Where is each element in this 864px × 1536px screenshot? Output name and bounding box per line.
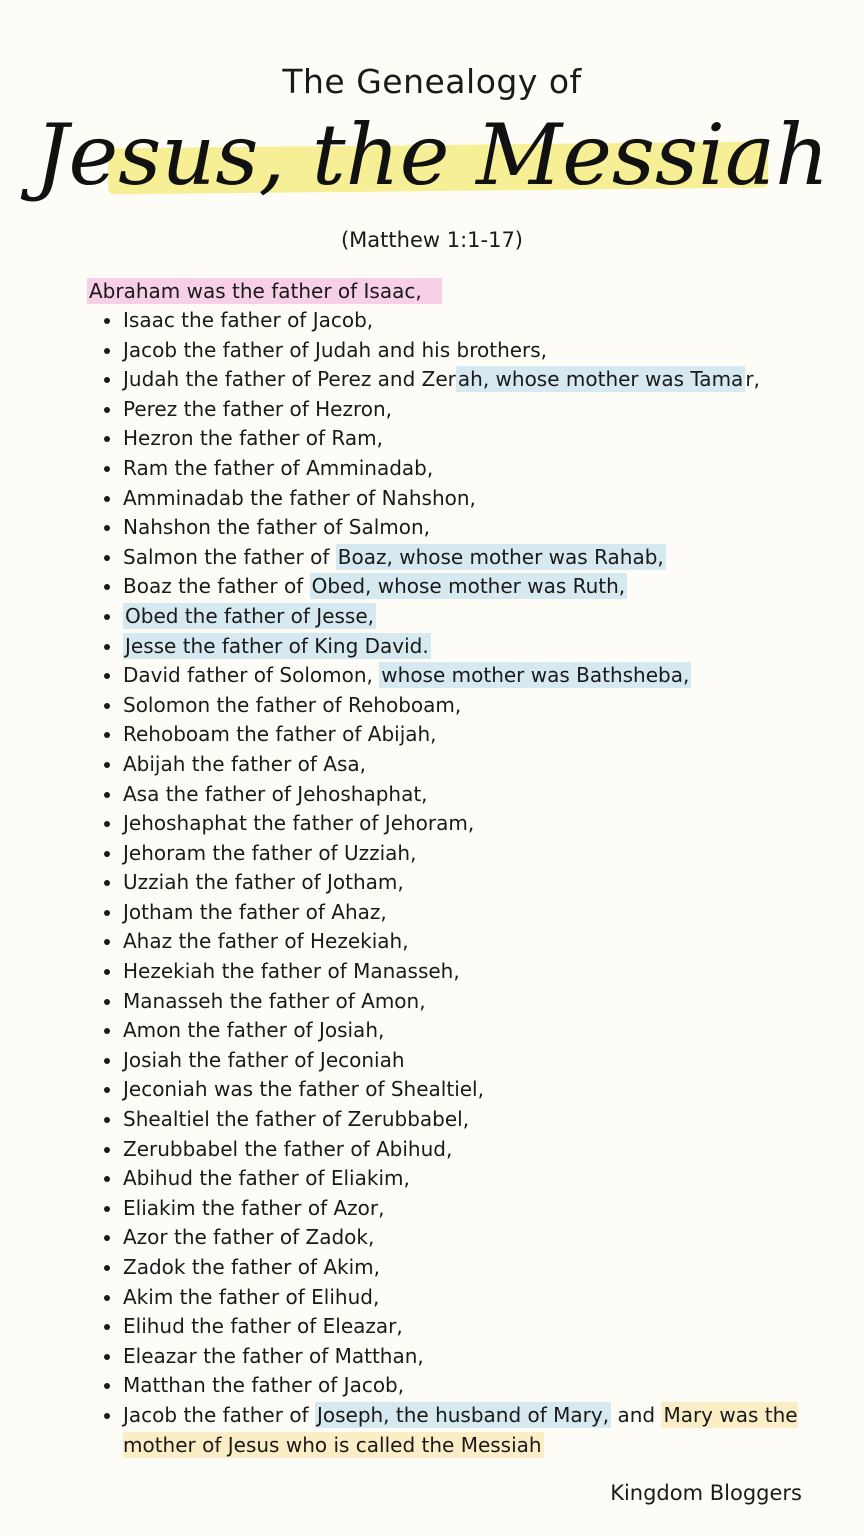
list-text: Eleazar the father of Matthan, (123, 1343, 424, 1368)
genealogy-list-item (123, 484, 853, 514)
genealogy-list-item (123, 1223, 853, 1253)
page-title: The Genealogy of (282, 62, 582, 101)
genealogy-list-item (123, 1342, 853, 1372)
genealogy-list-item (123, 1401, 853, 1460)
genealogy-list-item (123, 957, 853, 987)
list-text: Jeconiah was the father of Shealtiel, (123, 1077, 484, 1102)
genealogy-list-item (123, 898, 853, 928)
genealogy-list-item (123, 661, 853, 691)
list-text: Ahaz the father of Hezekiah, (123, 929, 409, 954)
genealogy-list-item (123, 1105, 853, 1135)
genealogy-list-item (123, 927, 853, 957)
list-text: Manasseh the father of Amon, (123, 988, 426, 1013)
genealogy-list-item (123, 365, 853, 395)
genealogy-list-item (123, 1075, 853, 1105)
genealogy-list-item (123, 720, 853, 750)
genealogy-list-item (123, 1135, 853, 1165)
list-text: Matthan the father of Jacob, (123, 1373, 405, 1398)
genealogy-list-item (123, 1253, 853, 1283)
genealogy-list-item (123, 602, 853, 632)
list-text: Boaz the father of (123, 574, 310, 599)
genealogy-list-item (123, 1016, 853, 1046)
genealogy-list-item (123, 572, 853, 602)
genealogy-list-item (123, 1283, 853, 1313)
list-text: Abijah the father of Asa, (123, 751, 367, 776)
genealogy-list-item (123, 454, 853, 484)
footer-brand: Kingdom Bloggers (610, 1481, 802, 1505)
list-text: Rehoboam the father of Abijah, (123, 722, 437, 747)
list-text: Solomon the father of Rehoboam, (123, 692, 462, 717)
genealogy-list-item (123, 543, 853, 573)
genealogy-list-item (123, 750, 853, 780)
list-text: Jotham the father of Ahaz, (123, 899, 387, 924)
list-text: Hezron the father of Ram, (123, 426, 383, 451)
genealogy-list-item (123, 839, 853, 869)
genealogy-list-item (123, 632, 853, 662)
scripture-reference: (Matthew 1:1-17) (340, 228, 524, 252)
list-text: Zadok the father of Akim, (123, 1255, 381, 1279)
list-text: Nahshon the father of Salmon, (123, 515, 431, 540)
list-text: Zerubbabel the father of Abihud, (123, 1136, 453, 1161)
list-text: Azor the father of Zadok, (123, 1225, 375, 1250)
list-text: Jehoram the father of Uzziah, (123, 840, 417, 865)
list-text: Jacob the father of Judah and his brothers, (123, 337, 548, 362)
list-text: Judah the father of Perez and Zer (123, 367, 456, 392)
genealogy-list-item (123, 1312, 853, 1342)
list-text: Abihud the father of Eliakim, (123, 1166, 410, 1191)
blue-highlight: Boaz, whose mother was Rahab, (337, 544, 664, 569)
list-text: Uzziah the father of Jotham, (123, 870, 404, 895)
list-text: Jehoshaphat the father of Jehoram, (123, 811, 475, 836)
blue-highlight: Joseph, the husband of Mary, (316, 1402, 610, 1427)
list-text: Ram the father of Amminadab, (123, 455, 434, 480)
list-text: r, (745, 367, 760, 392)
list-text: Amminadab the father of Nahshon, (123, 485, 476, 510)
genealogy-list-item (123, 691, 853, 721)
list-text: David father of Solomon, (123, 663, 380, 688)
blue-highlight: Obed the father of Jesse, (125, 603, 375, 628)
list-text: Amon the father of Josiah, (123, 1018, 385, 1043)
list-text: Jacob the father of (123, 1402, 315, 1427)
list-text: Perez the father of Hezron, (123, 396, 393, 421)
blue-highlight: Jesse the father of King David. (125, 633, 429, 658)
blue-highlight: ah, whose mother was Tama (457, 367, 744, 392)
yellow-highlight: Mary was the mother of Jesus who is called the Messiah (123, 1402, 798, 1457)
blue-highlight: whose mother was Bathsheba, (381, 663, 690, 688)
genealogy-list-item (123, 1371, 853, 1401)
genealogy-list-item (123, 424, 853, 454)
genealogy-list-item (123, 809, 853, 839)
genealogy-list-item (123, 336, 853, 366)
list-text: Eliakim the father of Azor, (123, 1195, 385, 1220)
genealogy-list-item (123, 1194, 853, 1224)
intro-highlight: Abraham was the father of Isaac, (87, 278, 442, 304)
genealogy-list-item (123, 780, 853, 810)
genealogy-list (80, 306, 853, 1460)
genealogy-list-item (123, 987, 853, 1017)
genealogy-list-item (123, 1046, 853, 1076)
blue-highlight: Obed, whose mother was Ruth, (311, 574, 626, 599)
list-text: Salmon the father of (123, 544, 336, 569)
list-text: Josiah the father of Jeconiah (123, 1047, 405, 1072)
genealogy-list-item (123, 1164, 853, 1194)
list-text: Hezekiah the father of Manasseh, (123, 959, 460, 984)
list-text: Shealtiel the father of Zerubbabel, (123, 1107, 470, 1132)
genealogy-list-item (123, 513, 853, 543)
list-text: Elihud the father of Eleazar, (123, 1314, 403, 1339)
list-text: and (611, 1402, 662, 1427)
list-text: Akim the father of Elihud, (123, 1284, 380, 1309)
script-title: Jesus, the Messiah (34, 106, 830, 204)
intro-line (87, 277, 442, 305)
genealogy-list-item (123, 395, 853, 425)
list-text: Isaac the father of Jacob, (123, 308, 374, 332)
list-text: Asa the father of Jehoshaphat, (123, 781, 428, 806)
genealogy-list-item (123, 306, 853, 336)
genealogy-list-item (123, 868, 853, 898)
